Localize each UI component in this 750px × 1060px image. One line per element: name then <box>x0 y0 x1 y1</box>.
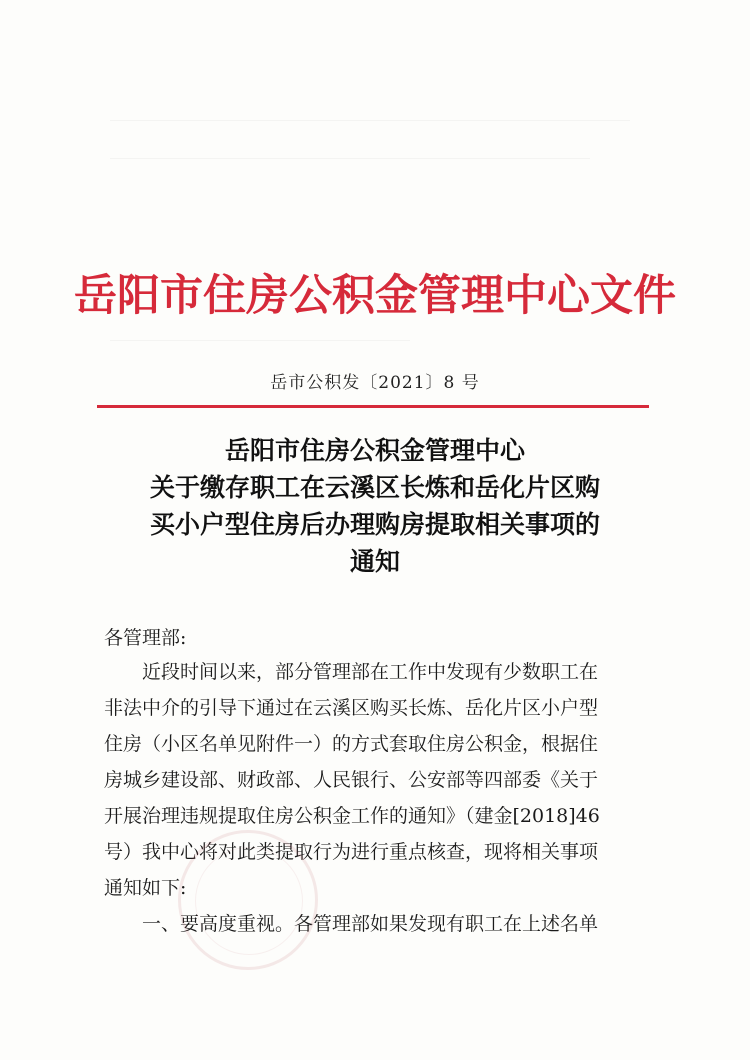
body-line: 开展治理违规提取住房公积金工作的通知》（建金[2018]46 <box>104 805 600 827</box>
faint-bleed-line <box>110 340 410 341</box>
title-line: 通知 <box>349 547 400 576</box>
body-line: 住房（小区名单见附件一）的方式套取住房公积金，根据住 <box>104 733 599 755</box>
red-separator-line <box>97 405 649 408</box>
document-number: 岳市公积发〔2021〕8 号 <box>270 373 480 393</box>
body-line: 房城乡建设部、财政部、人民银行、公安部等四部委《关于 <box>104 769 599 791</box>
title-line: 买小户型住房后办理购房提取相关事项的 <box>149 510 600 539</box>
notice-title <box>60 432 690 580</box>
salutation: 各管理部: <box>104 627 187 649</box>
seal-inner-ring <box>195 847 303 955</box>
body-line: 非法中介的引导下通过在云溪区购买长炼、岳化片区小户型 <box>104 697 599 719</box>
faint-bleed-line <box>110 120 630 121</box>
body-line: 近段时间以来，部分管理部在工作中发现有少数职工在 <box>142 661 599 683</box>
masthead-title: 岳阳市住房公积金管理中心文件 <box>74 271 676 321</box>
faint-bleed-line <box>110 158 590 159</box>
body-line: 一、要高度重视。各管理部如果发现有职工在上述名单 <box>142 913 599 935</box>
body-line: 通知如下: <box>104 877 187 899</box>
title-line: 关于缴存职工在云溪区长炼和岳化片区购 <box>149 473 600 502</box>
title-line: 岳阳市住房公积金管理中心 <box>224 436 525 465</box>
body-line: 号）我中心将对此类提取行为进行重点核查，现将相关事项 <box>104 841 599 863</box>
faint-seal-icon <box>178 830 318 970</box>
